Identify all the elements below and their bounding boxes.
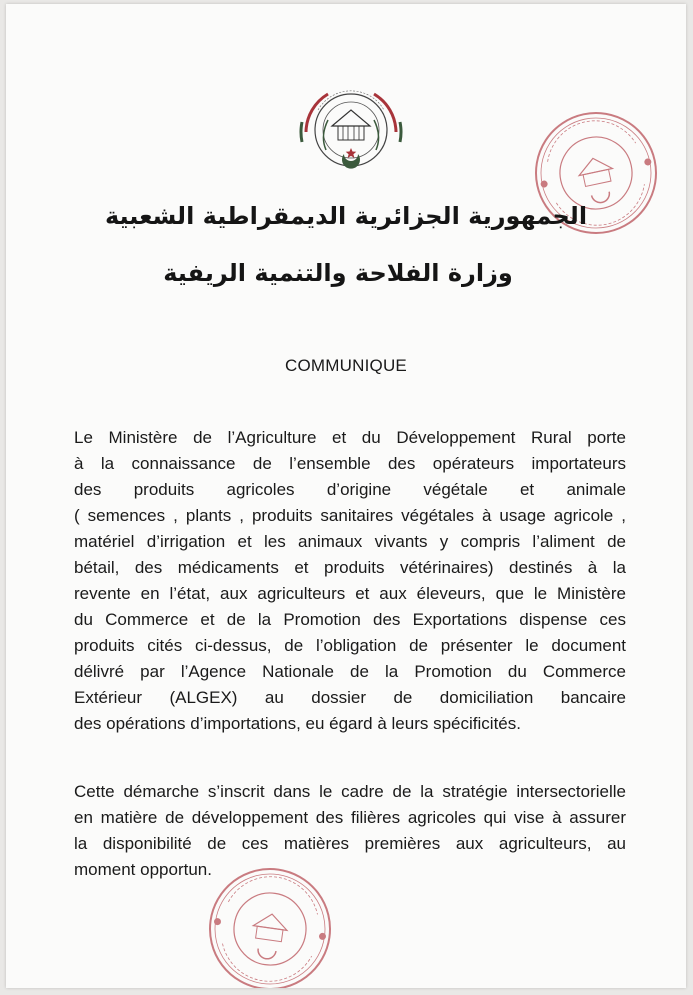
document-page — [6, 4, 686, 988]
paragraph-line: revente en l’état, aux agriculteurs et aux éleveurs, que le Ministère — [74, 584, 626, 603]
national-emblem-icon — [288, 70, 414, 196]
paragraph-line: en matière de développement des filières agricoles qui vise à assurer — [74, 808, 626, 827]
paragraph-line: des produits agricoles d’origine végétale et animale — [74, 480, 626, 499]
paragraph-line: matériel d’irrigation et les animaux vivants y compris l’aliment de — [74, 532, 626, 551]
paragraph-1 — [74, 425, 626, 737]
paragraph-line: produits cités ci-dessus, de l’obligation de présenter le document — [74, 636, 626, 655]
paragraph-line: du Commerce et de la Promotion des Exportations dispense ces — [74, 610, 626, 629]
document-title: COMMUNIQUE — [285, 356, 407, 375]
paragraph-line: ( semences , plants , produits sanitaires végétales à usage agricole , — [74, 506, 626, 525]
paragraph-2 — [74, 779, 626, 883]
paragraph-line: la disponibilité de ces matières premières aux agriculteurs, au — [74, 834, 626, 853]
paragraph-line: Le Ministère de l’Agriculture et du Développement Rural porte — [74, 428, 626, 447]
paragraph-line: à la connaissance de l’ensemble des opérateurs importateurs — [74, 454, 626, 473]
header-republic-name: الجمهورية الجزائرية الديمقراطية الشعبية — [104, 202, 588, 230]
header-ministry-name: وزارة الفلاحة والتنمية الريفية — [163, 259, 513, 287]
paragraph-line: bétail, des médicaments et produits vétérinaires) destinés à la — [74, 558, 626, 577]
paragraph-line: Cette démarche s’inscrit dans le cadre de la stratégie intersectorielle — [74, 782, 626, 801]
paragraph-line: Extérieur (ALGEX) au dossier de domiciliation bancaire — [74, 688, 626, 707]
paragraph-line: moment opportun. — [74, 860, 212, 879]
paragraph-line: délivré par l’Agence Nationale de la Promotion du Commerce — [74, 662, 626, 681]
paragraph-line: des opérations d’importations, eu égard à leurs spécificités. — [74, 714, 521, 733]
